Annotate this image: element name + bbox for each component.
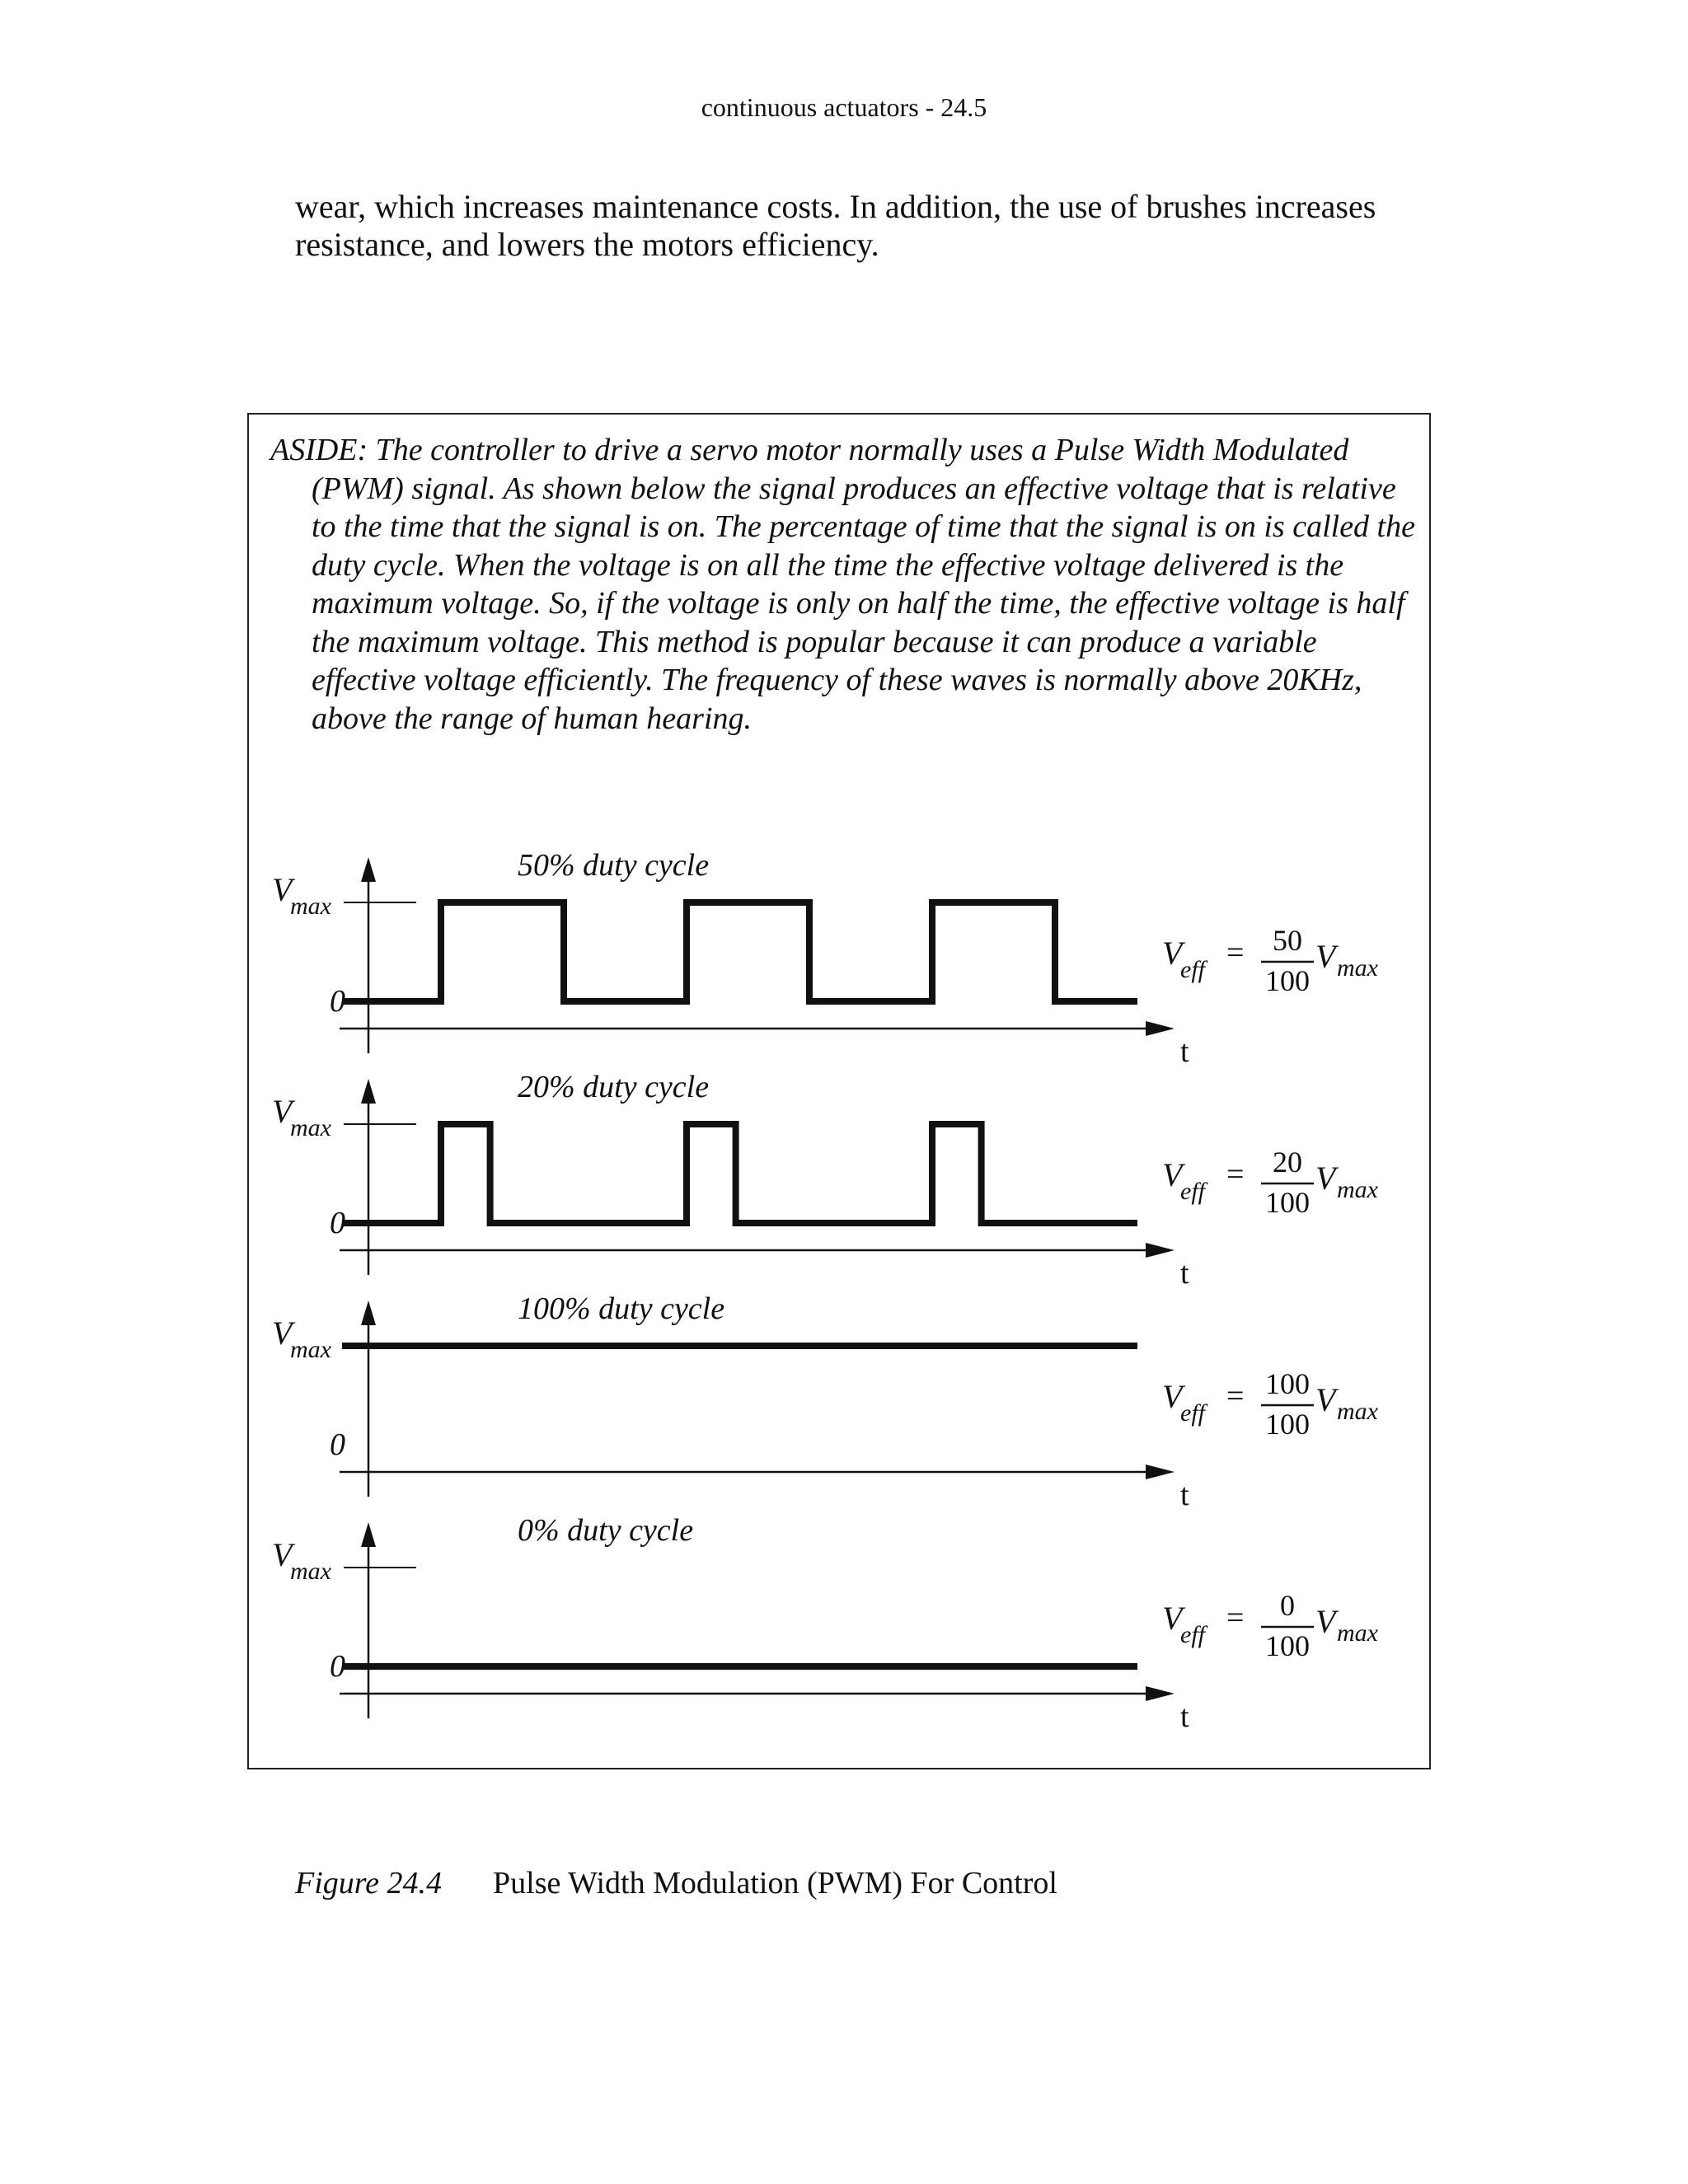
veff-v-label: V — [1162, 1156, 1183, 1193]
veff-subscript: eff — [1180, 956, 1205, 983]
vmax-subscript: max — [290, 1114, 331, 1141]
t-axis-label: t — [1180, 1256, 1189, 1291]
result-max-subscript: max — [1337, 1176, 1378, 1203]
duty-cycle-title: 100% duty cycle — [518, 1291, 725, 1326]
result-max-subscript: max — [1337, 1619, 1378, 1647]
result-v-label: V — [1315, 1603, 1336, 1640]
equals-sign: = — [1226, 1157, 1245, 1192]
fraction-denominator: 100 — [1265, 1186, 1310, 1219]
figure-caption — [295, 1864, 1057, 1902]
pwm-panel-1 — [272, 1070, 1379, 1291]
veff-v-label: V — [1162, 935, 1183, 972]
fraction-numerator: 20 — [1273, 1146, 1302, 1179]
vmax-v-label: V — [272, 1536, 293, 1573]
equals-sign: = — [1226, 1601, 1245, 1635]
fraction-denominator: 100 — [1265, 1629, 1310, 1662]
zero-label: 0 — [330, 1427, 345, 1462]
duty-cycle-title: 20% duty cycle — [518, 1070, 710, 1104]
body-paragraph: wear, which increases maintenance costs. In addition, the use of brushes increases resistance, and lowers the motors efficiency. — [295, 188, 1376, 263]
vmax-subscript: max — [290, 1558, 331, 1585]
figure-label: Figure 24.4 — [295, 1866, 443, 1900]
zero-label: 0 — [330, 1649, 345, 1684]
veff-v-label: V — [1162, 1378, 1183, 1415]
fraction-denominator: 100 — [1265, 964, 1310, 997]
result-v-label: V — [1315, 1381, 1336, 1418]
vmax-subscript: max — [290, 893, 331, 920]
y-axis-arrow-icon — [361, 857, 376, 882]
zero-label: 0 — [330, 1206, 345, 1240]
t-axis-label: t — [1180, 1034, 1189, 1069]
vmax-v-label: V — [272, 871, 293, 908]
vmax-v-label: V — [272, 1315, 293, 1352]
t-axis-label: t — [1180, 1699, 1189, 1734]
vmax-v-label: V — [272, 1093, 293, 1130]
fraction-denominator: 100 — [1265, 1408, 1310, 1441]
result-v-label: V — [1315, 1160, 1336, 1197]
running-head: continuous actuators - 24.5 — [701, 92, 987, 122]
veff-subscript: eff — [1180, 1178, 1205, 1205]
fraction-numerator: 0 — [1280, 1589, 1295, 1622]
pwm-panel-3 — [272, 1513, 1379, 1734]
t-axis-arrow-icon — [1146, 1686, 1175, 1701]
y-axis-arrow-icon — [361, 1301, 376, 1325]
figure-title: Pulse Width Modulation (PWM) For Control — [493, 1866, 1057, 1900]
zero-label: 0 — [330, 984, 345, 1019]
duty-cycle-title: 50% duty cycle — [518, 848, 710, 883]
duty-cycle-title: 0% duty cycle — [518, 1513, 694, 1548]
pwm-waveform — [342, 1124, 1137, 1223]
t-axis-label: t — [1180, 1478, 1189, 1512]
t-axis-arrow-icon — [1146, 1021, 1175, 1036]
veff-v-label: V — [1162, 1600, 1183, 1637]
vmax-subscript: max — [290, 1336, 331, 1363]
aside-text: ASIDE: The controller to drive a servo motor normally uses a Pulse Width Modulated (PWM) signal. As shown below the signal produces an effective voltage that is relative to the time that the signal is on. The percentage of time that the signal is on is called the duty cycle. When the voltage is on all the time the effective voltage delivered is the maximum voltage. So, if the voltage is only on half the time, the effective voltage is half the maximum voltage. This method is popular because it can produce a variable effective voltage efficiently. The frequency of these waves is normally above 20KHz, above the range of human hearing. — [270, 433, 1415, 736]
result-v-label: V — [1315, 938, 1336, 975]
fraction-numerator: 50 — [1273, 924, 1302, 957]
pwm-panel-0 — [272, 848, 1379, 1069]
t-axis-arrow-icon — [1146, 1465, 1175, 1479]
veff-subscript: eff — [1180, 1399, 1205, 1427]
equals-sign: = — [1226, 935, 1245, 970]
equals-sign: = — [1226, 1379, 1245, 1413]
result-max-subscript: max — [1337, 1398, 1378, 1425]
pwm-panel-2 — [272, 1291, 1379, 1512]
y-axis-arrow-icon — [361, 1522, 376, 1547]
fraction-numerator: 100 — [1265, 1367, 1310, 1400]
t-axis-arrow-icon — [1146, 1243, 1175, 1258]
result-max-subscript: max — [1337, 954, 1378, 982]
pwm-waveform — [342, 902, 1137, 1001]
y-axis-arrow-icon — [361, 1079, 376, 1104]
veff-subscript: eff — [1180, 1621, 1205, 1648]
